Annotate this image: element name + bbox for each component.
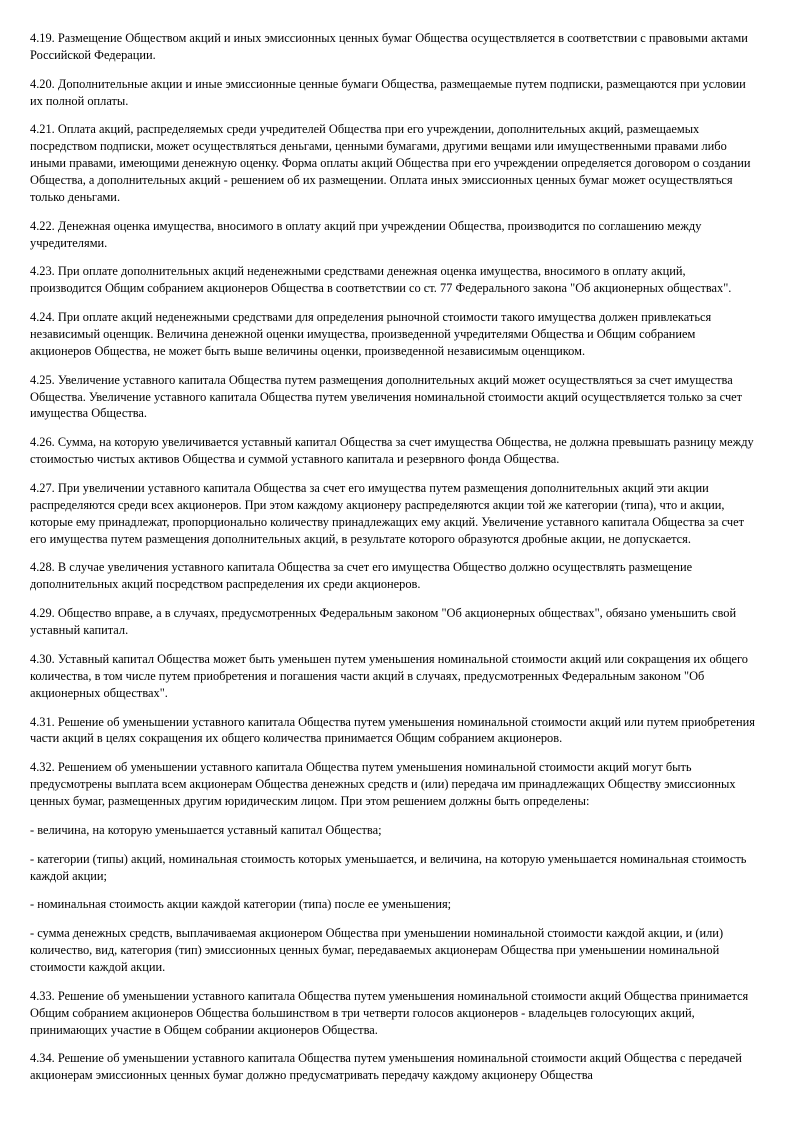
paragraph-4-32: 4.32. Решением об уменьшении уставного капитала Общества путем уменьшения номинальной стоимости акций могут быть предусмотрены выплата всем акционерам Общества денежных средств и (или) передача им принадлежащих Обществу эмиссионных ценных бумаг, размещенных другим юридическим лицом. При этом решением должны быть определены: [30, 760, 736, 808]
paragraph-4-30: 4.30. Уставный капитал Общества может быть уменьшен путем уменьшения номинальной стоимости акций или сокращения их общего количества, в том числе путем приобретения и погашения части акций в случаях, предусмотренных Федеральным законом "Об акционерных обществах". [30, 651, 748, 700]
list-item-nominal-value: - номинальная стоимость акции каждой категории (типа) после ее уменьшения; [30, 897, 452, 912]
paragraph-4-26: 4.26. Сумма, на которую увеличивается уставный капитал Общества за счет имущества Общества, не должна превышать разницу между стоимостью чистых активов Общества и суммой уставного капитала и резервного фонда Общества. [30, 435, 754, 467]
paragraph-4-29: 4.29. Общество вправе, а в случаях, предусмотренных Федеральным законом "Об акционерных обществах", обязано уменьшить свой уставный капитал. [30, 606, 737, 638]
paragraph-4-31: 4.31. Решение об уменьшении уставного капитала Общества путем уменьшения номинальной стоимости акций или путем приобретения части акций в целях сокращения их общего количества принимается Общим собранием акционеров. [30, 714, 755, 746]
paragraph-4-19: 4.19. Размещение Обществом акций и иных эмиссионных ценных бумаг Общества осуществляется в соответствии с правовыми актами Российской Федерации. [30, 31, 748, 62]
list-item-cash-amount: - сумма денежных средств, выплачиваемая акционером Общества при уменьшении номинальной стоимости каждой акции, и (или) количество, вид, категория (тип) эмиссионных ценных бумаг, передаваемых акционерам Общества при уменьшении номинальной стоимости каждой акции. [30, 926, 724, 974]
document-body [30, 30, 757, 1084]
paragraph-4-21: 4.21. Оплата акций, распределяемых среди учредителей Общества при его учреждении, дополнительных акций, размещаемых посредством подписки, может осуществляться деньгами, ценными бумагами, другими вещами или имущественными правами либо иными правами, имеющими денежную оценку. Форма оплаты акций Общества при его учреждении определяется договором о создании Общества, а дополнительных акций - решением об их размещении. Оплата иных эмиссионных ценных бумаг может осуществляться только деньгами. [30, 122, 751, 204]
paragraph-4-33: 4.33. Решение об уменьшении уставного капитала Общества путем уменьшения номинальной стоимости акций Общества принимается Общим собранием акционеров Общества большинством в три четверти голосов акционеров - владельцев голосующих акций, принимающих участие в Общем собрании акционеров Общества. [30, 988, 749, 1037]
paragraph-4-28: 4.28. В случае увеличения уставного капитала Общества за счет его имущества Общество должно осуществлять размещение дополнительных акций посредством распределения их среди акционеров. [30, 560, 693, 592]
paragraph-4-25: 4.25. Увеличение уставного капитала Общества путем размещения дополнительных акций может осуществляться за счет имущества Общества. Увеличение уставного капитала Общества путем увеличения номинальной стоимости акций осуществляется только за счет имущества Общества. [30, 372, 743, 421]
paragraph-4-23: 4.23. При оплате дополнительных акций неденежными средствами денежная оценка имущества, вносимого в оплату акций, производится Общим собранием акционеров Общества в соответствии со ст. 77 Федерального закона "Об акционерных обществах". [30, 264, 732, 296]
list-item-capital-amount: - величина, на которую уменьшается уставный капитал Общества; [30, 822, 382, 837]
paragraph-4-22: 4.22. Денежная оценка имущества, вносимого в оплату акций при учреждении Общества, производится по соглашению между учредителями. [30, 218, 702, 250]
paragraph-4-20: 4.20. Дополнительные акции и иные эмиссионные ценные бумаги Общества, размещаемые путем подписки, размещаются при условии их полной оплаты. [30, 76, 746, 108]
list-item-share-categories: - категории (типы) акций, номинальная стоимость которых уменьшается, и величина, на которую уменьшается номинальная стоимость каждой акции; [30, 851, 747, 883]
paragraph-4-34: 4.34. Решение об уменьшении уставного капитала Общества путем уменьшения номинальной стоимости акций Общества с передачей акционерам эмиссионных ценных бумаг должно предусматривать передачу каждому акционеру Общества [30, 1051, 742, 1083]
paragraph-4-27: 4.27. При увеличении уставного капитала Общества за счет его имущества путем размещения дополнительных акций эти акции распределяются среди всех акционеров. При этом каждому акционеру распределяются акции той же категории (типа), что и акции, которые ему принадлежат, пропорционально количеству принадлежащих ему акций. Увеличение уставного капитала Общества за счет его имущества путем размещения дополнительных акций, в результате которого образуются дробные акции, не допускается. [30, 481, 744, 546]
paragraph-4-24: 4.24. При оплате акций неденежными средствами для определения рыночной стоимости такого имущества должен привлекаться независимый оценщик. Величина денежной оценки имущества, произведенной учредителями Общества и Общим собранием акционеров Общества, не может быть выше величины оценки, произведенной независимым оценщиком. [30, 310, 712, 358]
